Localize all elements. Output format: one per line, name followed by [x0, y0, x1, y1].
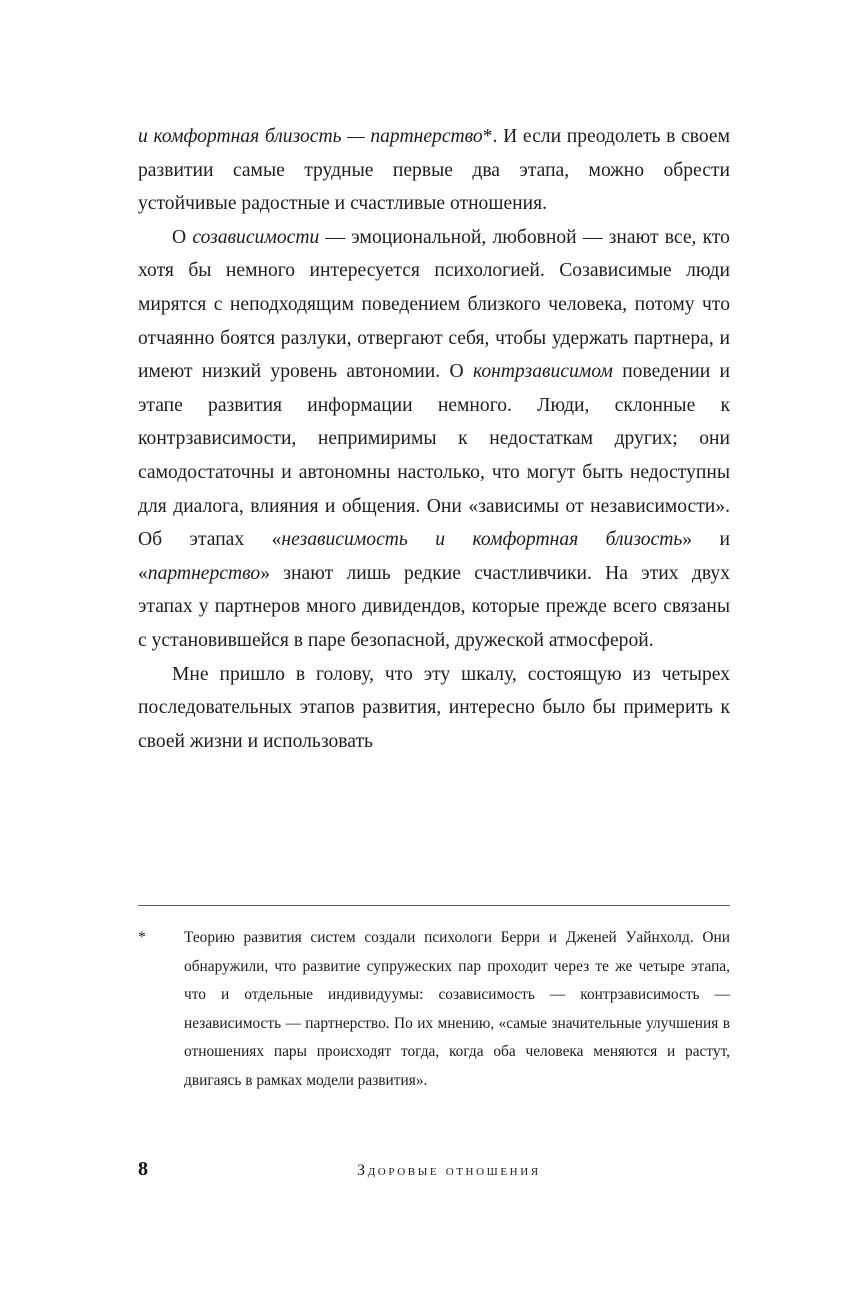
running-title: Здоровые отношения [357, 1162, 541, 1179]
text-run: » знают лишь редкие счастливчики. На этих двух этапах у партнеров много дивидендов, которые прежде всего связаны с установившейся в паре безопасной, дружеской атмосферой. [138, 562, 730, 651]
footnote-row [138, 924, 730, 1096]
text-run: поведении и этапе развития информации немного. Люди, склонные к контрзависимости, непримиримы к недостаткам других; они самодостаточны и автономны настолько, что могут быть недоступны для диалога, влияния и общения. Они «зависимы от независимости». Об этапах « [138, 361, 730, 551]
italic-run: партнерство [147, 562, 261, 584]
italic-run: и комфортная близость — партнерство [138, 126, 483, 147]
footnote-area [138, 905, 730, 1096]
page-number: 8 [138, 1158, 148, 1180]
page-text-body [138, 120, 730, 758]
text-run: *. И если преодолеть в своем развитии самые трудные первые два этапа, можно обрести устойчивые радостные и счастливые отношения. [138, 126, 730, 215]
italic-run: независимость и комфортная близость [281, 529, 683, 551]
paragraph-scale-idea [138, 658, 730, 759]
page-footer [138, 1158, 730, 1181]
text-run: Мне пришло в голову, что эту шкалу, состоящую из четырех последовательных этапов развития, интересно было бы примерить к своей жизни и использовать [138, 663, 730, 752]
text-run: О [172, 226, 193, 248]
paragraph-codependency [138, 221, 730, 658]
footnote-divider [138, 905, 730, 906]
italic-run: созависимости [192, 226, 320, 248]
footnote-text: Теорию развития систем создали психологи Берри и Дженей Уайнхолд. Они обнаружили, что развитие супружеских пар проходит через те же четыре этапа, что и отдельные индивидуумы: созависимость — контрзависимость — независимость — партнерство. По их мнению, «самые значительные улучшения в отношениях пары происходят тогда, когда оба человека меняются и растут, двигаясь в рамках модели развития». [184, 929, 730, 1089]
text-run: — эмоциональной, любовной — знают все, кто хотя бы немного интересуется психологией. Созависимые люди мирятся с неподходящим поведением близкого человека, потому что отчаянно боятся разлуки, отвергают себя, чтобы удержать партнера, и имеют низкий уровень автономии. О [138, 226, 730, 383]
footnote-marker: * [138, 929, 146, 946]
italic-run: контрзависимом [472, 361, 613, 383]
text-run: » и « [138, 529, 730, 584]
paragraph-continuation [138, 120, 730, 221]
